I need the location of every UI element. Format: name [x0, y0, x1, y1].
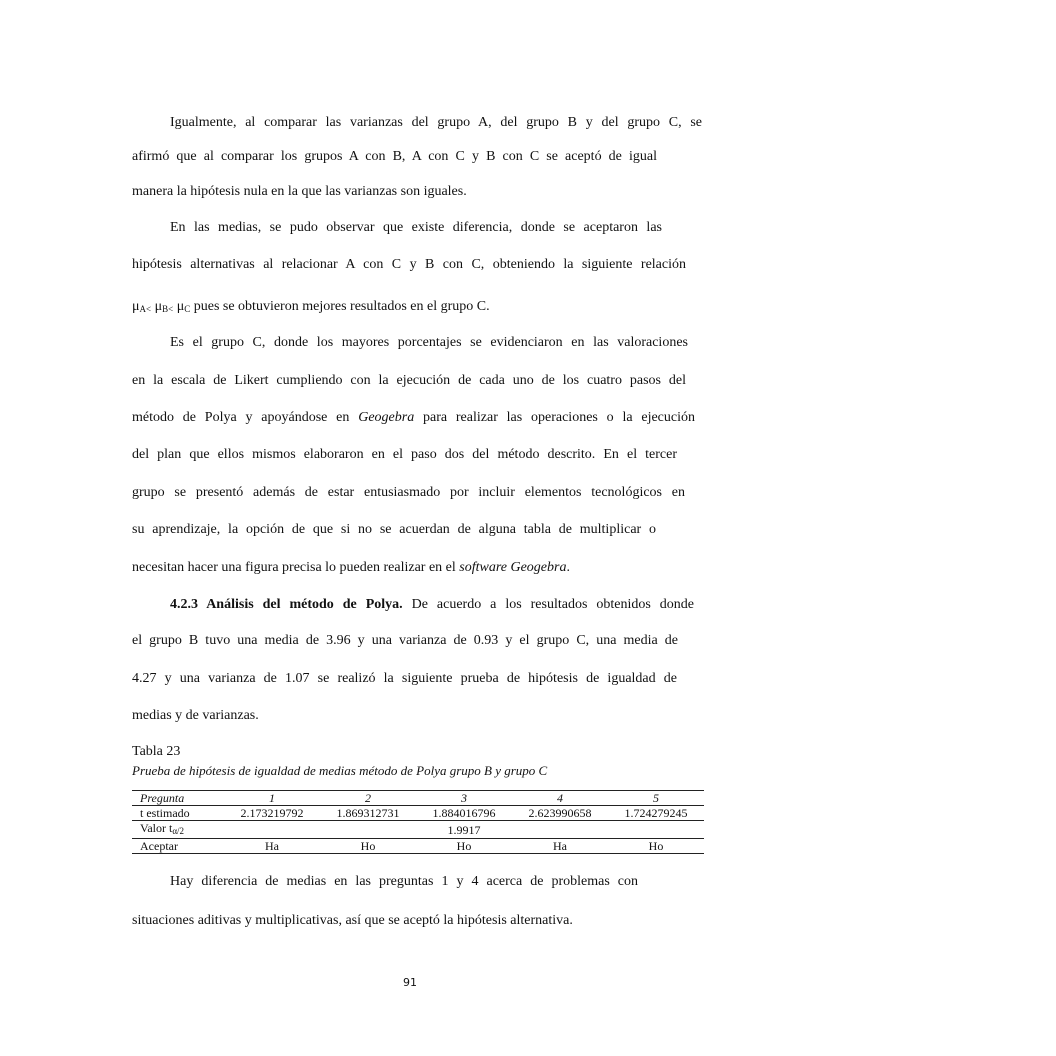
- text-run: método de Polya y apoyándose en: [132, 410, 359, 425]
- row-label: Aceptar: [140, 839, 178, 853]
- table-title: Prueba de hipótesis de igualdad de medias método de Polya grupo B y grupo C: [132, 763, 548, 778]
- section-line-4: medias y de varianzas.: [132, 708, 259, 723]
- paragraph-2-line-1: En las medias, se pudo observar que existe diferencia, donde se aceptaron las: [170, 220, 662, 235]
- paragraph-3-line-4: del plan que ellos mismos elaboraron en el paso dos del método descrito. En el tercer: [132, 447, 677, 462]
- row-label: t estimado: [140, 806, 190, 820]
- text-run: necesitan hacer una figura precisa lo pueden realizar en el: [132, 560, 460, 575]
- table-label: Tabla 23: [132, 744, 181, 759]
- table-cell: 1.869312731: [336, 806, 400, 820]
- paragraph-3-line-2: en la escala de Likert cumpliendo con la ejecución de cada uno de los cuatro pasos del: [132, 373, 686, 388]
- table-cell: Ho: [456, 839, 472, 853]
- software-name: Geogebra: [358, 410, 415, 425]
- paragraph-5-line-1: Hay diferencia de medias en las preguntas 1 y 4 acerca de problemas con: [170, 874, 638, 889]
- relation-text: pues se obtuvieron mejores resultados en el grupo C.: [190, 299, 490, 314]
- paragraph-3-line-5: grupo se presentó además de estar entusiasmado por incluir elementos tecnológicos en: [132, 485, 685, 500]
- section-heading-line: [170, 596, 694, 614]
- paragraph-3-line-3: [132, 409, 695, 427]
- section-line-3: 4.27 y una varianza de 1.07 se realizó la siguiente prueba de hipótesis de igualdad de: [132, 671, 677, 686]
- table-cell: Ha: [265, 839, 279, 853]
- paragraph-5-line-2: situaciones aditivas y multiplicativas, así que se aceptó la hipótesis alternativa.: [132, 913, 573, 928]
- paragraph-1-line-2: afirmó que al comparar los grupos A con B, A con C y B con C se aceptó de igual: [132, 149, 657, 164]
- paragraph-3-line-6: su aprendizaje, la opción de que si no se acuerdan de alguna tabla de multiplicar o: [132, 522, 656, 537]
- mu-symbol: μ: [132, 299, 140, 314]
- table-cell: Ha: [553, 839, 567, 853]
- table-cell: Ho: [648, 839, 664, 853]
- section-heading: 4.2.3 Análisis del método de Polya.: [170, 597, 403, 612]
- table-cell: Ho: [360, 839, 376, 853]
- software-name: software Geogebra: [459, 560, 567, 575]
- table-cell: 1.9917: [447, 822, 481, 837]
- row-label-subscript: α/2: [172, 826, 185, 836]
- text-run: De acuerdo a los resultados obtenidos donde: [402, 597, 694, 612]
- table-cell: 2.623990658: [528, 806, 592, 820]
- header-cell: 3: [461, 791, 467, 805]
- paragraph-1-line-1: Igualmente, al comparar las varianzas del grupo A, del grupo B y del grupo C, se: [170, 115, 702, 130]
- mu-symbol: μ: [176, 299, 185, 314]
- table-cell: 1.724279245: [624, 806, 688, 820]
- header-cell: 4: [557, 791, 563, 805]
- subscript-a: A<: [139, 304, 152, 314]
- paragraph-3-line-1: Es el grupo C, donde los mayores porcentajes se evidenciaron en las valoraciones: [170, 335, 688, 350]
- row-label: [132, 821, 224, 839]
- row-label-text: Valor t: [140, 821, 173, 835]
- table-cell: 1.884016796: [432, 806, 496, 820]
- table-row: [132, 806, 704, 821]
- header-cell: 5: [653, 791, 659, 805]
- hypothesis-test-table: [132, 790, 704, 854]
- header-cell: Pregunta: [140, 791, 185, 805]
- subscript-c: C: [184, 304, 191, 314]
- paragraph-1-line-3: manera la hipótesis nula en la que las varianzas son iguales.: [132, 184, 467, 199]
- paragraph-2-line-2: hipótesis alternativas al relacionar A con C y B con C, obteniendo la siguiente relación: [132, 257, 686, 272]
- header-cell: 2: [365, 791, 371, 805]
- table-cell: 2.173219792: [240, 806, 304, 820]
- header-cell: 1: [269, 791, 275, 805]
- section-line-2: el grupo B tuvo una media de 3.96 y una varianza de 0.93 y el grupo C, una media de: [132, 633, 678, 648]
- paragraph-3-line-7: [132, 559, 702, 577]
- mu-symbol: μ: [154, 299, 163, 314]
- subscript-b: B<: [162, 304, 174, 314]
- text-run: .: [566, 560, 570, 575]
- relation-line: [132, 298, 702, 318]
- page-number: 91: [403, 976, 417, 989]
- table-header-row: [132, 791, 704, 806]
- table-row: [132, 821, 704, 839]
- text-run: para realizar las operaciones o la ejecución: [414, 410, 695, 425]
- table-row: [132, 839, 704, 854]
